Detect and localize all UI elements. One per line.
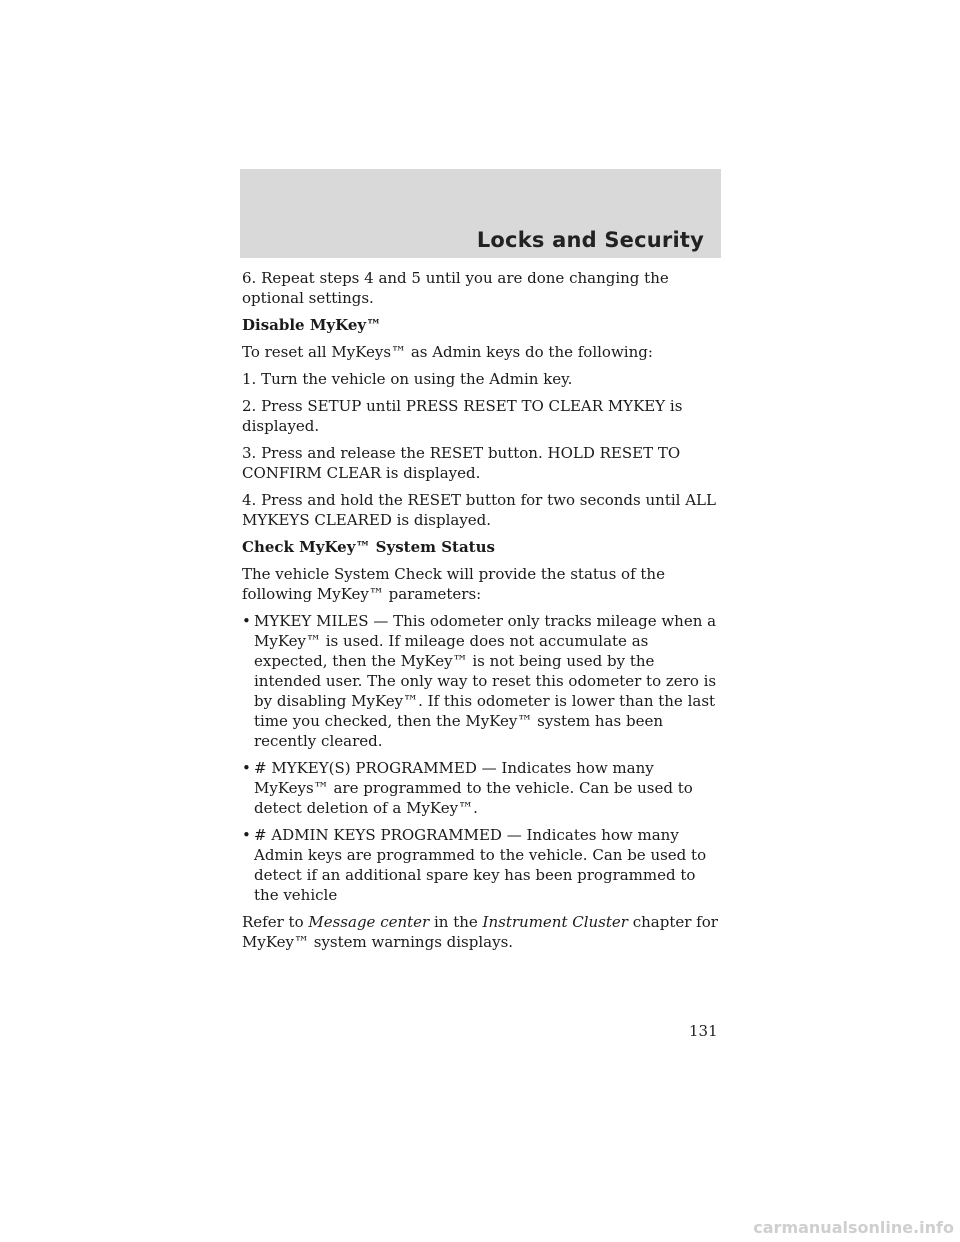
section-title: Locks and Security — [476, 228, 704, 252]
refer-prefix: Refer to — [242, 913, 309, 931]
refer-paragraph — [242, 912, 722, 952]
list-item — [242, 825, 722, 905]
bullet-icon: • — [242, 759, 251, 777]
list-item — [242, 758, 722, 818]
disable-step-4: 4. Press and hold the RESET button for two seconds until ALL MYKEYS CLEARED is displayed. — [242, 491, 716, 529]
step-6: 6. Repeat steps 4 and 5 until you are done changing the optional settings. — [242, 269, 669, 307]
refer-middle: in the — [429, 913, 483, 931]
watermark: carmanualsonline.info — [753, 1218, 954, 1237]
check-intro: The vehicle System Check will provide the status of the following MyKey™ parameters: — [242, 565, 665, 603]
section-header-band — [240, 169, 721, 258]
instrument-cluster-reference: Instrument Cluster — [482, 913, 628, 931]
disable-step-3: 3. Press and release the RESET button. HOLD RESET TO CONFIRM CLEAR is displayed. — [242, 444, 681, 482]
bullet-text: # MYKEY(S) PROGRAMMED — Indicates how many MyKeys™ are programmed to the vehicle. Can be used to detect deletion of a MyKey™. — [254, 759, 693, 817]
bullet-icon: • — [242, 612, 251, 630]
disable-step-1: 1. Turn the vehicle on using the Admin key. — [242, 370, 573, 388]
list-item — [242, 611, 722, 751]
bullet-icon: • — [242, 826, 251, 844]
disable-mykey-heading: Disable MyKey™ — [242, 316, 382, 334]
page-number: 131 — [689, 1022, 718, 1040]
disable-step-2: 2. Press SETUP until PRESS RESET TO CLEAR MYKEY is displayed. — [242, 397, 683, 435]
bullet-text: MYKEY MILES — This odometer only tracks mileage when a MyKey™ is used. If mileage does not accumulate as expected, then the MyKey™ is not being used by the intended user. The only way to reset this odometer to zero is by disabling MyKey™. If this odometer is lower than the last time you checked, then the MyKey™ system has been recently cleared. — [254, 612, 717, 750]
disable-intro: To reset all MyKeys™ as Admin keys do the following: — [242, 343, 653, 361]
check-status-heading: Check MyKey™ System Status — [242, 538, 495, 556]
page-content — [242, 268, 722, 959]
message-center-reference: Message center — [308, 913, 430, 931]
refer-suffix: chapter for MyKey™ system warnings displays. — [242, 913, 718, 951]
bullet-text: # ADMIN KEYS PROGRAMMED — Indicates how many Admin keys are programmed to the vehicle. Can be used to detect if an additional spare key has been programmed to the vehicle — [254, 826, 707, 904]
